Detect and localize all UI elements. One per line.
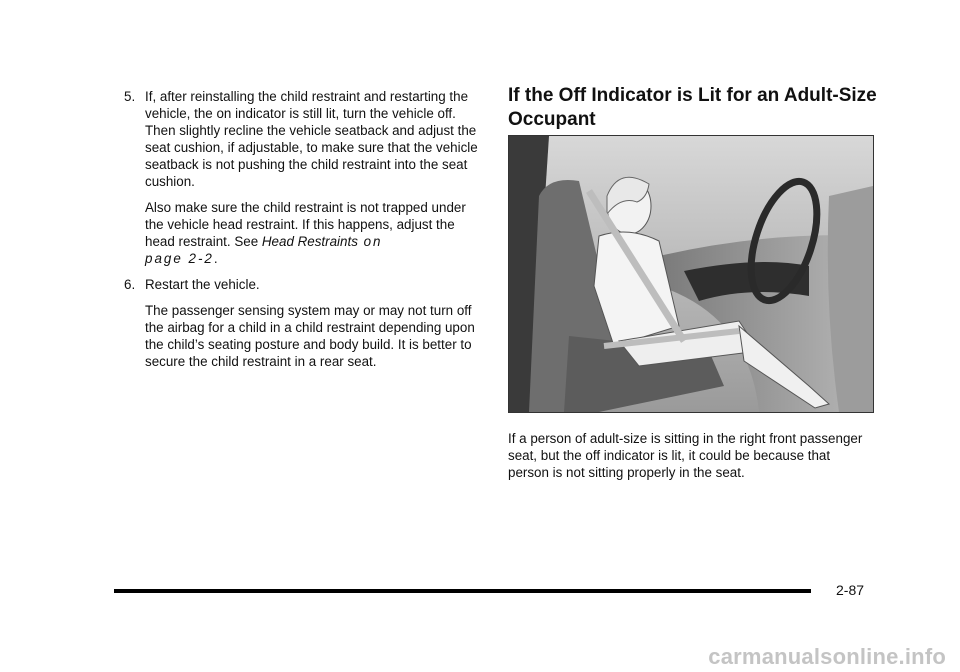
paragraph-text: Also make sure the child restraint is not trapped under the vehicle head restraint. If this happens, adjust the head restraint. See: [145, 200, 466, 249]
watermark: carmanualsonline.info: [708, 644, 946, 669]
reference-link-on[interactable]: on: [357, 234, 383, 249]
paragraph-with-reference: [145, 199, 479, 267]
list-item-6: [124, 276, 479, 370]
section-heading: If the Off Indicator is Lit for an Adult-Size Occupant: [508, 85, 877, 130]
paragraph: If, after reinstalling the child restraint and restarting the vehicle, the on indicator is still lit, turn the vehicle off. Then slightly recline the vehicle seatback and adjust the seat cushion, if adjustable, to make sure that the vehicle seatback is not pushing the child restraint into the seat cushion.: [145, 89, 478, 189]
left-column: [124, 88, 479, 379]
footer-rule: [114, 589, 811, 593]
illustration-svg: [509, 136, 873, 412]
caption-paragraph: If a person of adult-size is sitting in the right front passenger seat, but the off indicator is lit, it could be because that person is not sitting properly in the seat.: [508, 431, 863, 480]
list-number: 6.: [124, 277, 136, 292]
reference-link-page[interactable]: page 2-2: [145, 251, 214, 266]
right-column: [508, 84, 878, 480]
paragraph-text: .: [213, 251, 218, 266]
reference-link-title[interactable]: Head Restraints: [261, 234, 358, 249]
illustration-adult-in-passenger-seat: [508, 135, 874, 413]
paragraph: The passenger sensing system may or may not turn off the airbag for a child in a child restraint depending upon the child’s seating posture and body build. It is better to secure the child restraint in a rear seat.: [145, 303, 475, 369]
paragraph: Restart the vehicle.: [145, 277, 260, 292]
page-number: 2-87: [836, 582, 865, 598]
list-number: 5.: [124, 89, 136, 104]
list-item-5: [124, 88, 479, 267]
